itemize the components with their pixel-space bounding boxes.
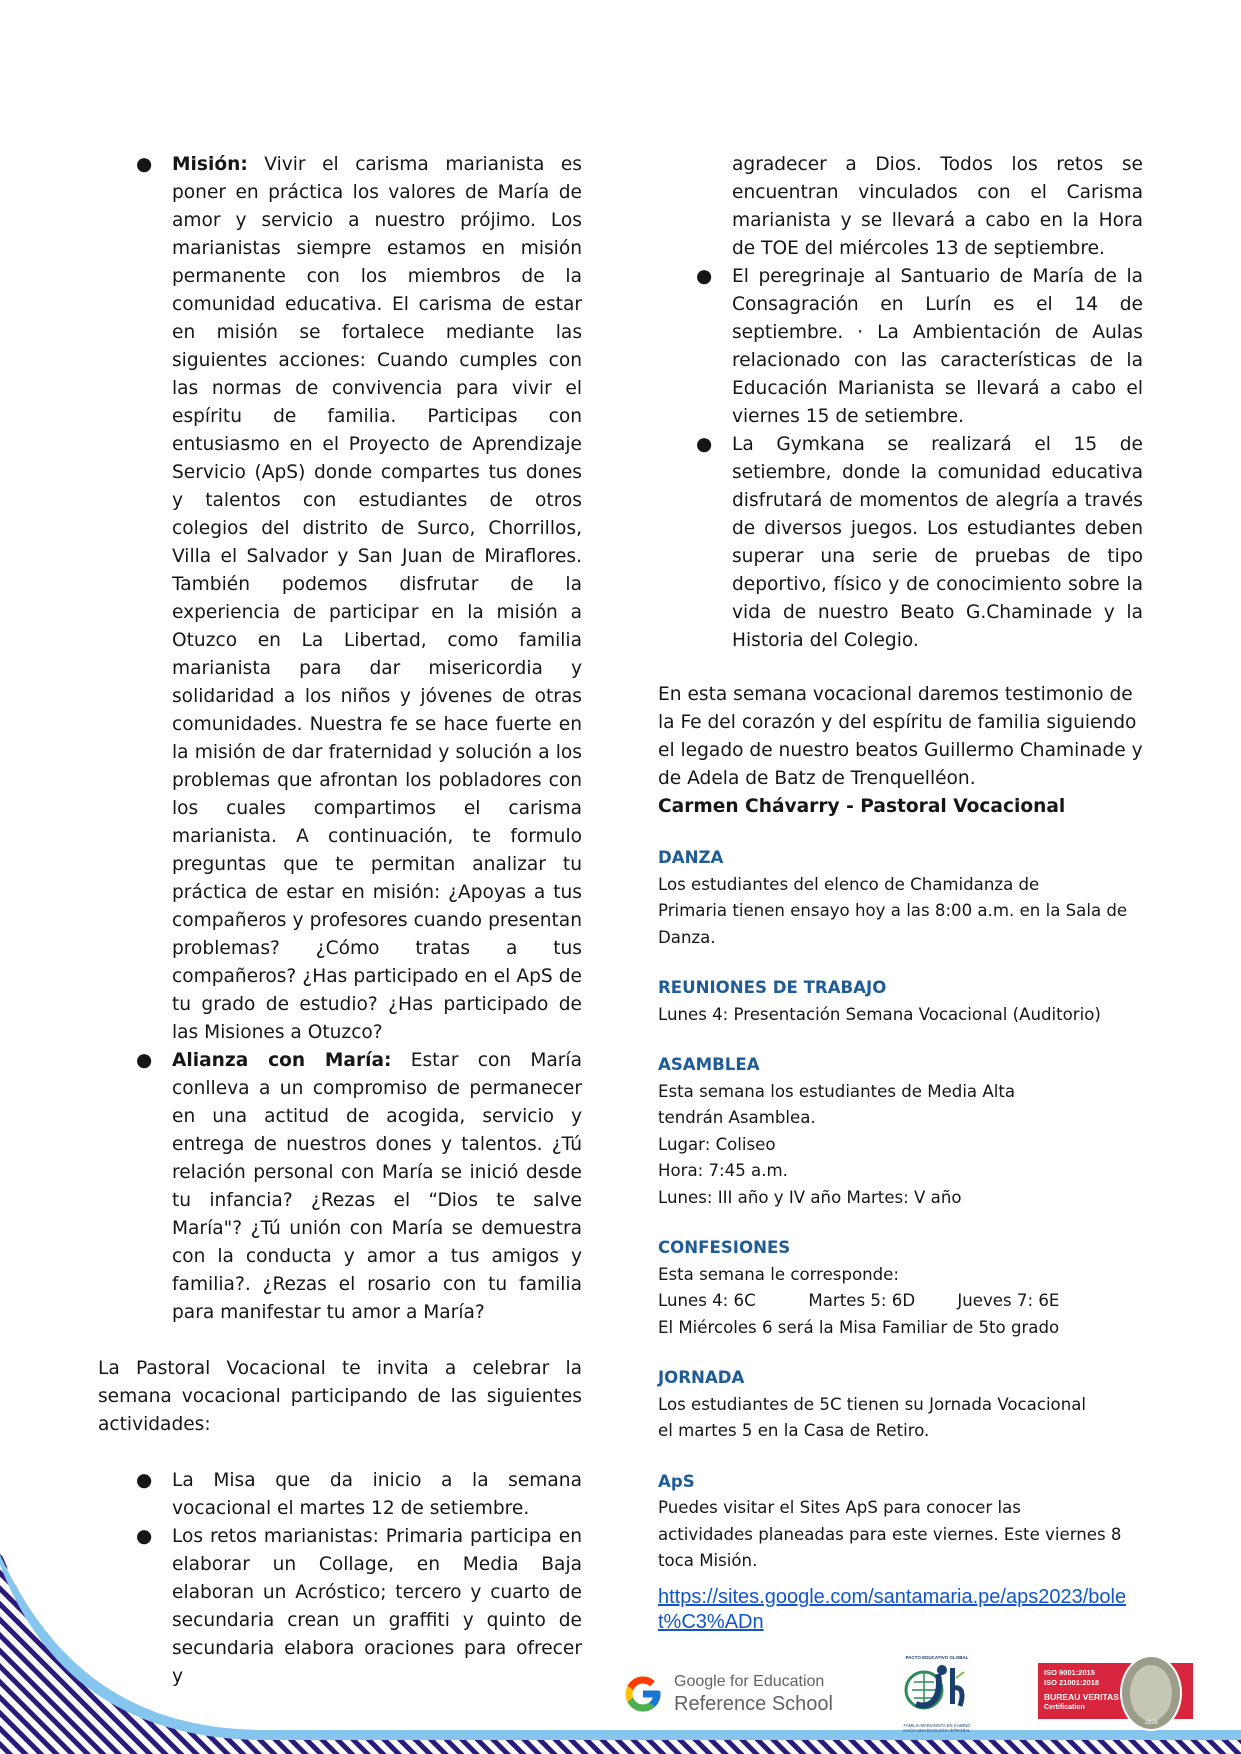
bv-name: BUREAU VERITAS [1044,1692,1119,1702]
signature: Carmen Chávarry - Pastoral Vocacional [658,796,1066,817]
section-title: REUNIONES DE TRABAJO [658,978,887,997]
invitation-paragraph: La Pastoral Vocacional te invita a celebrar la semana vocacional participando de las siguientes actividades: [98,1358,582,1435]
section-line: toca Misión. [658,1551,758,1570]
closing-paragraph: En esta semana vocacional daremos testimonio de la Fe del corazón y del espíritu de familia siguiendo el legado de nuestro beatos Guillermo Chaminade y de Adela de Batz de Trenquelléon. [658,684,1143,789]
item-lead: Misión: [172,154,248,175]
bv-iso-9001: ISO 9001:2015 [1044,1668,1095,1677]
section-aps [658,1469,1143,1635]
bv-seal-icon [1120,1655,1182,1731]
list-item [658,263,1143,431]
pacto-bottom-text-1: FAMILIA MARIANISTA EN CAMINO [903,1723,971,1728]
bv-certification: Certification [1044,1704,1085,1711]
section-line: Los estudiantes del elenco de Chamidanza de [658,874,1040,894]
list-item [98,1467,582,1523]
bullet-icon: ● [136,1526,153,1547]
section-title: ASAMBLEA [658,1055,760,1074]
section-line: Hora: 7:45 a.m. [658,1161,788,1180]
item-text: El peregrinaje al Santuario de María de la Consagración en Lurín es el 14 de septiembre. · La Ambientación de Aulas relacionado con las características de la Educación Marianista se llevará a cabo el viernes 15 de setiembre. [732,266,1143,427]
google-g-icon [622,1673,664,1715]
section-title: JORNADA [658,1368,745,1387]
section-title: CONFESIONES [658,1238,791,1257]
section-line: Lunes 4: 6C Martes 5: 6D Jueves 7: 6E [658,1291,1060,1310]
item-text: Vivir el carisma marianista es poner en práctica los valores de María de amor y servicio a nuestro prójimo. Los marianistas siempre estamos en misión permanente con los miembros de la comunidad educativa. El carisma de estar en misión se fortalece mediante las siguientes acciones: Cuando cumples con las normas de convivencia para vivir el espíritu de familia. Participas con entusiasmo en el Proyecto de Aprendizaje Servicio (ApS) donde compartes tus dones y talentos con estudiantes de otros colegios del distrito de Surco, Chorrillos, Villa el Salvador y San Juan de Miraflores. También podemos disfrutar de la experiencia de participar en la misión a Otuzco en La Libertad, como familia marianista para dar misericordia y solidaridad a los niños y jóvenes de otras comunidades. Nuestra fe se hace fuerte en la misión de dar fraternidad y solución a los problemas que afrontan los pobladores con los cuales compartimos el carisma marianista. A continuación, te formulo preguntas que te permitan analizar tu práctica de estar en misión: ¿Apoyas a tus compañeros y profesores cuando presentan problemas? ¿Cómo tratas a tus compañeros? ¿Has participado en el ApS de tu grado de estudio? ¿Has participado de las Misiones a Otuzco? [172,154,582,1043]
section-line: Danza. [658,927,716,947]
section-reuniones [658,975,1143,1028]
pacto-educativo-logo [896,1655,978,1735]
section-jornada [658,1365,1143,1445]
section-line: Esta semana los estudiantes de Media Alta [658,1081,1016,1101]
item-text: La Gymkana se realizará el 15 de setiembre, donde la comunidad educativa disfrutará de momentos de alegría a través de diversos juegos. Los estudiantes deben superar una serie de pruebas de tipo deportivo, físico y de conocimiento sobre la vida de nuestro Beato G.Chaminade y la Historia del Colegio. [732,434,1143,651]
section-line: el martes 5 en la Casa de Retiro. [658,1421,930,1440]
section-line: Los estudiantes de 5C tienen su Jornada Vocacional [658,1394,1087,1414]
item-text: Estar con María conlleva a un compromiso de permanecer en una actitud de acogida, servicio y entrega de nuestros dones y talentos. ¿Tú relación personal con María se inició desde tu infancia? ¿Rezas el “Dios te salve María"? ¿Tú unión con María se demuestra con la conducta y amor a tus amigos y familia?. ¿Rezas el rosario con tu familia para manifestar tu amor a María? [172,1050,582,1323]
section-confesiones [658,1235,1143,1341]
section-line: Puedes visitar el Sites ApS para conocer las [658,1498,1021,1517]
section-line: Esta semana le corresponde: [658,1264,899,1284]
bv-iso-21001: ISO 21001:2018 [1044,1678,1100,1687]
section-asamblea [658,1052,1143,1211]
pacto-top-text: PACTO EDUCATIVO GLOBAL [905,1655,969,1660]
section-line: Lunes 4: Presentación Semana Vocacional (Auditorio) [658,1004,1101,1024]
section-line: Primaria tienen ensayo hoy a las 8:00 a.m. en la Sala de [658,901,1128,920]
google-line1: Google for Education [674,1673,825,1690]
bv-seal-year: 1828 [1144,1720,1158,1726]
section-line: El Miércoles 6 será la Misa Familiar de 5to grado [658,1317,1060,1337]
pacto-bottom-text-2: HACIA UNA ECOLOGÍA INTEGRAL [903,1728,971,1733]
item-text: La Misa que da inicio a la semana vocacional el martes 12 de setiembre. [172,1470,582,1519]
section-line: Lunes: III año y IV año Martes: V año [658,1187,962,1207]
google-reference-school-logo [618,1665,848,1725]
bureau-veritas-logo [1038,1663,1193,1726]
section-title: DANZA [658,848,724,867]
google-line2: Reference School [674,1693,833,1715]
section-danza [658,845,1143,951]
list-item-mision [98,151,582,1047]
item-text: agradecer a Dios. Todos los retos se encuentran vinculados con el Carisma marianista y se llevará a cabo en la Hora de TOE del miércoles 13 de septiembre. [732,154,1143,259]
section-title: ApS [658,1471,695,1491]
bullet-icon: ● [136,1470,153,1491]
values-list [98,151,582,1327]
activities-list-continued [658,151,1143,655]
left-column [98,151,582,1691]
bullet-icon: ● [696,434,713,455]
pacto-emblem-icon [902,1660,972,1718]
list-item [98,1523,582,1691]
section-line: actividades planeadas para este viernes. Este viernes 8 [658,1524,1122,1544]
section-line: tendrán Asamblea. [658,1108,816,1127]
item-text: Los retos marianistas: Primaria participa en elaborar un Collage, en Media Baja elaboran un Acróstico; tercero y cuarto de secundaria crean un graffiti y quinto de secundaria elabora oraciones para ofrecer y [172,1526,582,1687]
list-item [658,431,1143,655]
right-column [658,151,1143,1635]
aps-sites-link[interactable]: https://sites.google.com/santamaria.pe/aps2023/bolet%C3%ADn [658,1585,1127,1633]
list-item-alianza [98,1047,582,1327]
footer-logos [618,1655,1198,1735]
bullet-icon: ● [136,154,153,175]
list-item-continuation [658,151,1143,263]
bullet-icon: ● [136,1050,153,1071]
activities-list [98,1467,582,1691]
bullet-icon: ● [696,266,713,287]
item-lead: Alianza con María: [172,1050,392,1071]
section-line: Lugar: Coliseo [658,1134,776,1154]
